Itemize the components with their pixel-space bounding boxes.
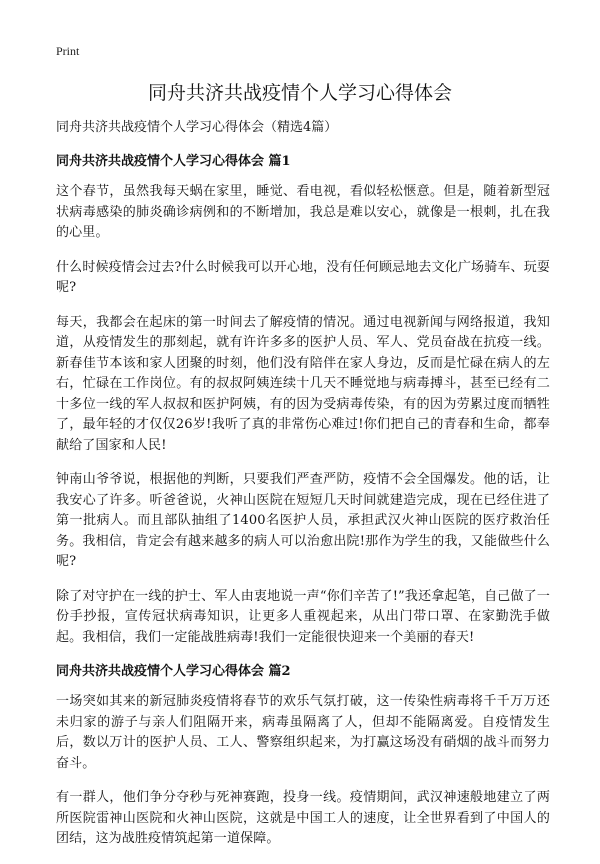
- paragraph: 一场突如其来的新冠肺炎疫情将春节的欢乐气氛打破，这一传染性病毒将千千万万还未归家的游子与亲人们阻隔开来，病毒虽隔离了人，但却不能隔离爱。自疫情发生后，数以万计的医护人员、工人、警察组织起来，为打赢这场没有硝烟的战斗而努力奋斗。: [56, 694, 550, 771]
- paragraph: 除了对守护在一线的护士、军人由衷地说一声“你们辛苦了!”我还拿起笔，自己做了一份手抄报，宣传冠状病毒知识，让更多人重视起来，从出门带口罩、在家勤洗手做起。我相信，我们一定能战胜病毒!我们一定能很快迎来一个美丽的春天!: [56, 588, 550, 645]
- document-body: [56, 118, 550, 864]
- section-heading-2: 同舟共济共战疫情个人学习心得体会 篇2: [56, 664, 291, 679]
- section-heading-1: 同舟共济共战疫情个人学习心得体会 篇1: [56, 154, 291, 169]
- document-title: 同舟共济共战疫情个人学习心得体会: [147, 82, 452, 104]
- paragraph: 有一群人，他们争分夺秒与死神赛跑，投身一线。疫情期间，武汉神速般地建立了两所医院雷神山医院和火神山医院，这就是中国工人的速度，让全世界看到了中国人的团结，这为战胜疫情筑起第一道保障。: [56, 790, 550, 846]
- paragraph: 什么时候疫情会过去?什么时候我可以开心地，没有任何顾忌地去文化广场骑车、玩耍呢?: [56, 259, 550, 295]
- paragraph: 这个春节，虽然我每天蜗在家里，睡觉、看电视，看似轻松惬意。但是，随着新型冠状病毒感染的肺炎确诊病例和的不断增加，我总是难以安心，就像是一根刺，扎在我的心里。: [56, 184, 550, 240]
- document-subtitle: 同舟共济共战疫情个人学习心得体会（精选4篇）: [56, 120, 338, 135]
- print-link[interactable]: Print: [56, 44, 80, 58]
- paragraph: 每天，我都会在起床的第一时间去了解疫情的情况。通过电视新闻与网络报道，我知道，从疫情发生的那刻起，就有许许多多的医护人员、军人、党员奋战在抗疫一线。新春佳节本该和家人团聚的时刻，他们没有陪伴在家人身边，反而是忙碌在病人的左右，忙碌在工作岗位。有的叔叔阿姨连续十几天不睡觉地与病毒搏斗，甚至已经有二十多位一线的军人叔叔和医护阿姨，有的因为受病毒传染，有的因为劳累过度而牺牲了，最年轻的才仅仅26岁!我听了真的非常伤心难过!你们把自己的青春和生命，都奉献给了国家和人民!: [56, 314, 550, 453]
- paragraph: 钟南山爷爷说，根据他的判断，只要我们严查严防，疫情不会全国爆发。他的话，让我安心了许多。听爸爸说，火神山医院在短短几天时间就建造完成，现在已经住进了第一批病人。而且部队抽组了1400名医护人员，承担武汉火神山医院的医疗救治任务。我相信，肯定会有越来越多的病人可以治愈出院!那作为学生的我，又能做些什么呢?: [56, 472, 550, 569]
